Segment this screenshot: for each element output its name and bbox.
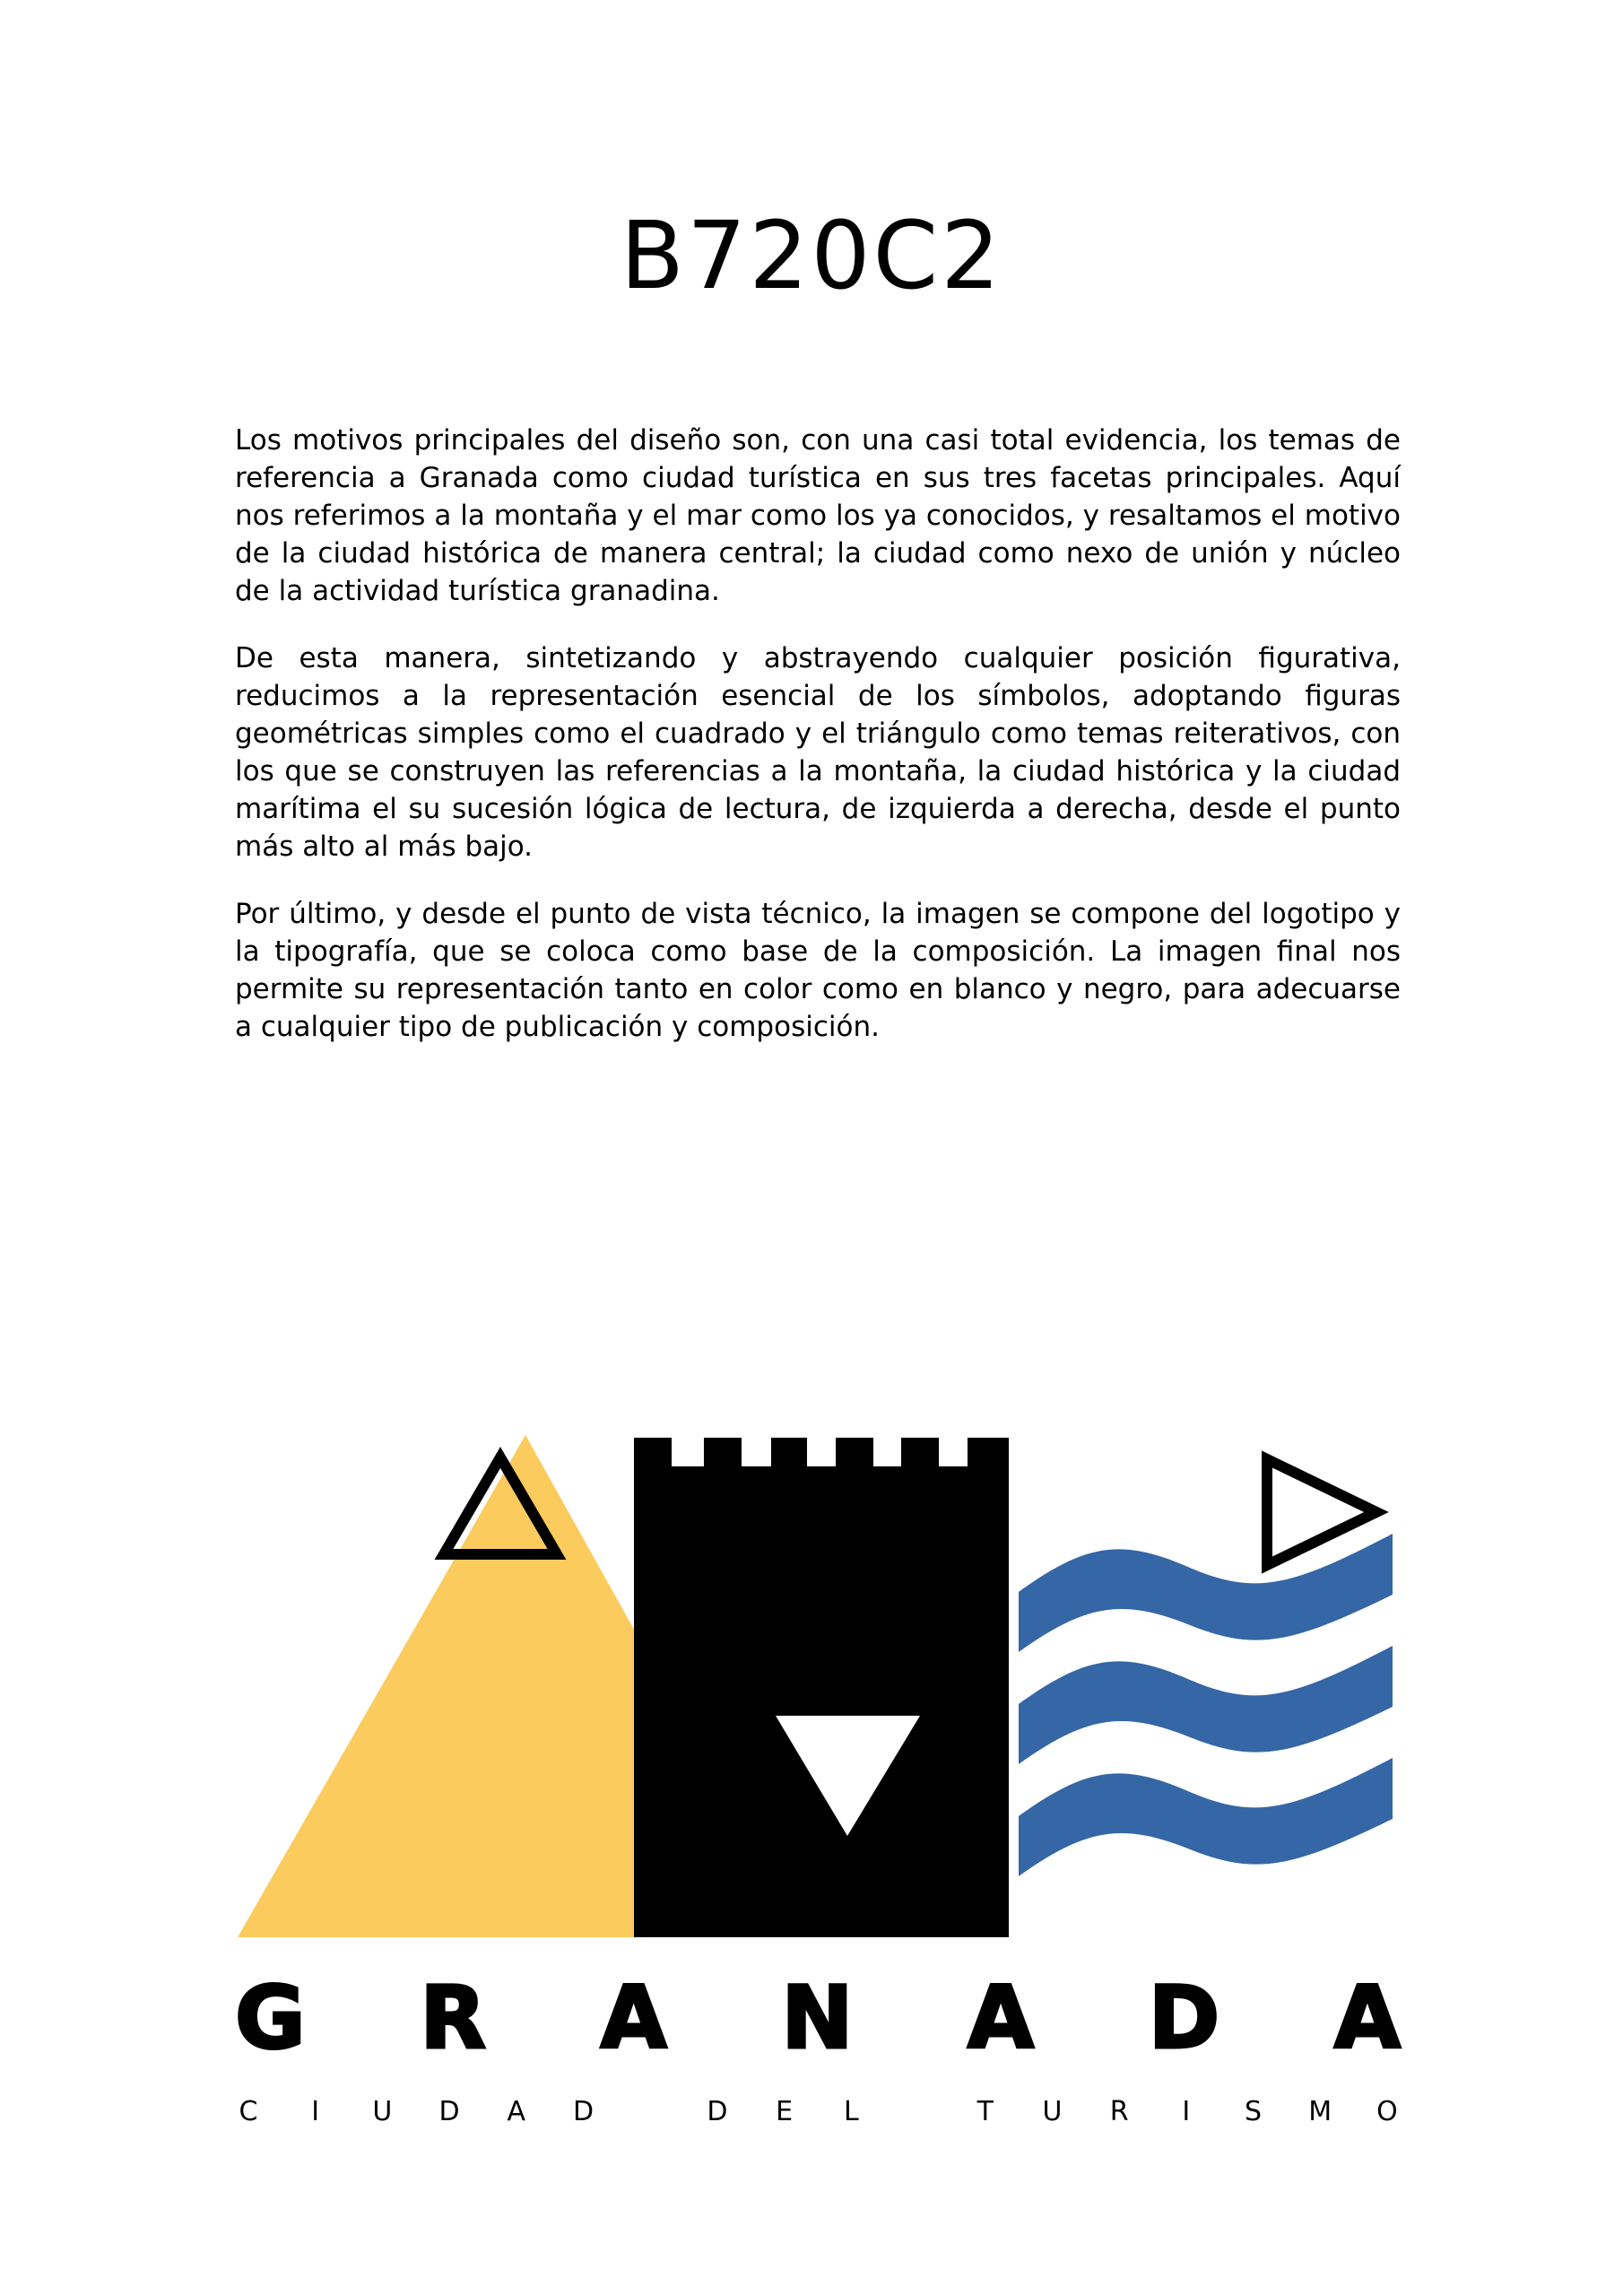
- wordmark-letter: A: [600, 1968, 667, 2068]
- tagline-letter: D: [707, 2096, 728, 2127]
- paragraph-2: De esta manera, sintetizando y abstrayendo cualquier posición figurativa, reducimos a la representación esencial de los símbolos, adoptando figuras geométricas simples como el cuadrado y el triángulo como temas reiterativos, con los que se construyen las referencias a la montaña, la ciudad histórica y la ciudad marítima el su sucesión lógica de lectura, de izquierda a derecha, desde el punto más alto al más bajo.: [235, 642, 1401, 863]
- wave-2: [1019, 1646, 1393, 1764]
- flag-outline-triangle: [1267, 1459, 1376, 1565]
- tagline-letter: I: [311, 2096, 320, 2127]
- page-title: B720C2: [620, 201, 1003, 310]
- tagline-letter: L: [843, 2096, 859, 2127]
- mountain-triangle: [238, 1435, 637, 1937]
- logo-tagline: [235, 2094, 1401, 2130]
- tagline-letter: A: [507, 2096, 526, 2127]
- wave-1: [1019, 1534, 1393, 1652]
- tagline-letter: E: [776, 2096, 794, 2127]
- tagline-letter: T: [976, 2096, 994, 2127]
- tower: [634, 1438, 1009, 1937]
- wordmark-letter: A: [967, 1968, 1035, 2068]
- wordmark-letter: D: [1148, 1968, 1220, 2068]
- logo-wordmark: [235, 1968, 1401, 2068]
- tagline-letter: U: [1042, 2096, 1063, 2127]
- wordmark-letter: R: [420, 1968, 487, 2068]
- wordmark-letter: G: [235, 1968, 306, 2068]
- sea-waves: [1019, 1534, 1393, 1876]
- wave-3: [1019, 1758, 1393, 1876]
- wordmark-letter: N: [781, 1968, 854, 2068]
- tagline-letter: M: [1308, 2096, 1332, 2127]
- tagline-letter: U: [372, 2096, 393, 2127]
- tagline-letter: O: [1376, 2096, 1398, 2127]
- tagline-letter: D: [572, 2096, 595, 2127]
- tagline-letter: R: [1109, 2096, 1129, 2127]
- tagline-letter: I: [1182, 2096, 1191, 2127]
- wordmark-letter: A: [1333, 1968, 1401, 2068]
- paragraph-3: Por último, y desde el punto de vista técnico, la imagen se compone del logotipo y la tipografía, que se coloca como base de la composición. La imagen final nos permite su representación tanto en color como en blanco y negro, para adecuarse a cualquier tipo de publicación y composición.: [235, 898, 1401, 1043]
- tagline-letter: C: [239, 2096, 258, 2127]
- tagline-letter: D: [438, 2096, 460, 2127]
- tagline-letter: S: [1245, 2096, 1263, 2127]
- granada-logo: [235, 1435, 1401, 1955]
- paragraph-1: Los motivos principales del diseño son, con una casi total evidencia, los temas de referencia a Granada como ciudad turística en sus tres facetas principales. Aquí nos referimos a la montaña y el mar como los ya conocidos, y resaltamos el motivo de la ciudad histórica de manera central; la ciudad como nexo de unión y núcleo de la actividad turística granadina.: [235, 424, 1401, 607]
- body-text: [235, 422, 1401, 1075]
